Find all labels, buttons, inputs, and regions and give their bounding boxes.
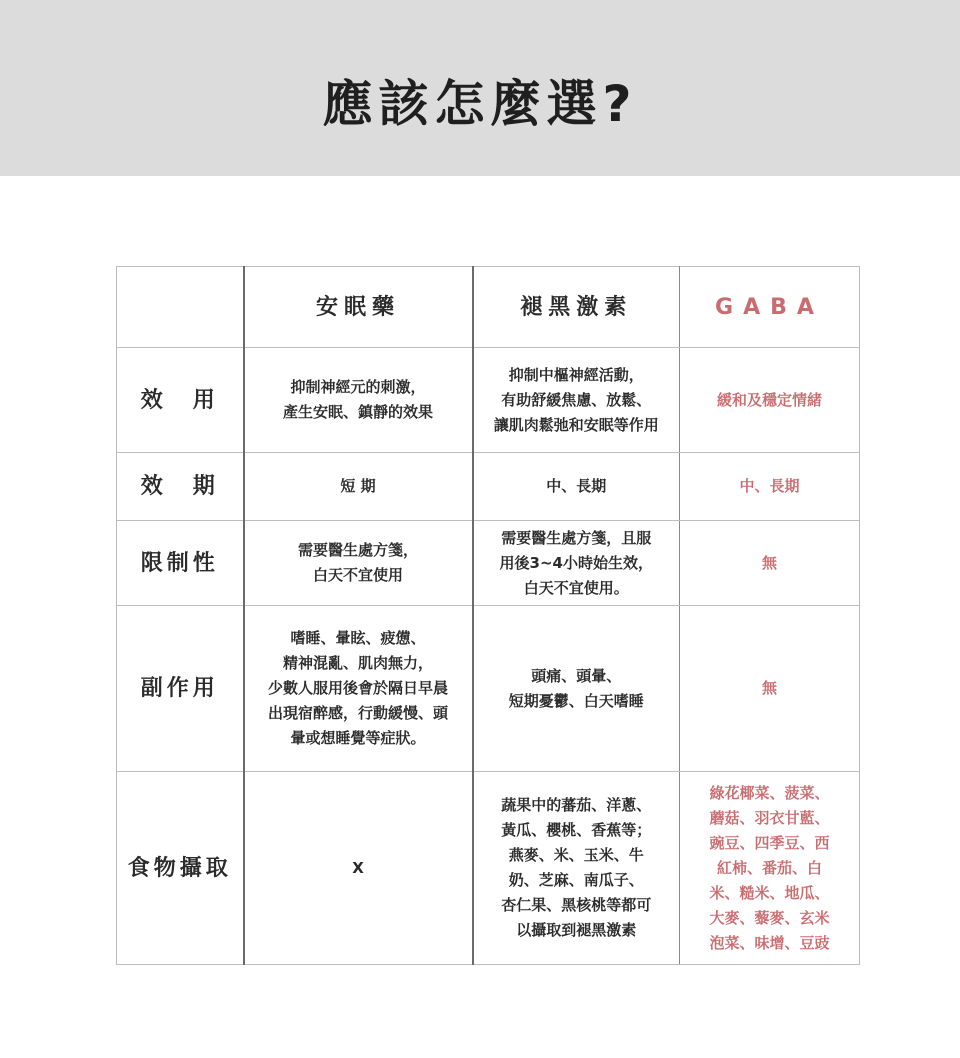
cell-duration-gaba: 中、長期 xyxy=(680,453,860,521)
table-row-food-intake xyxy=(117,772,860,965)
page-title: 應該怎麼選? xyxy=(322,75,638,133)
header-gaba: GABA xyxy=(680,267,860,348)
comparison-table xyxy=(116,266,860,965)
cell-side-effects-melatonin: 頭痛、頭暈、 短期憂鬱、白天嗜睡 xyxy=(473,606,680,772)
comparison-table-wrapper xyxy=(116,266,860,965)
table-row-duration xyxy=(117,453,860,521)
row-label-duration: 效 期 xyxy=(117,453,244,521)
cell-food-intake-melatonin: 蔬果中的蕃茄、洋蔥、 黃瓜、櫻桃、香蕉等； 燕麥、米、玉米、牛 奶、芝麻、南瓜子、 杏仁果、黑核桃等都可 以攝取到褪黑激素 xyxy=(473,772,680,965)
row-label-food-intake: 食物攝取 xyxy=(117,772,244,965)
cell-food-intake-gaba: 綠花椰菜、菠菜、 蘑菇、羽衣甘藍、 豌豆、四季豆、西 紅柿、番茄、白 米、糙米、地瓜、 大麥、藜麥、玄米 泡菜、味增、豆豉 xyxy=(680,772,860,965)
table-row-side-effects xyxy=(117,606,860,772)
cell-duration-sleeping-pill: 短 期 xyxy=(244,453,473,521)
title-banner xyxy=(0,0,960,176)
header-sleeping-pill: 安眠藥 xyxy=(244,267,473,348)
table-row-restriction xyxy=(117,521,860,606)
cell-side-effects-sleeping-pill: 嗜睡、暈眩、疲憊、 精神混亂、肌肉無力， 少數人服用後會於隔日早晨 出現宿醉感，行動緩慢、頭 暈或想睡覺等症狀。 xyxy=(244,606,473,772)
row-label-restriction: 限制性 xyxy=(117,521,244,606)
header-melatonin: 褪黑激素 xyxy=(473,267,680,348)
row-label-side-effects: 副作用 xyxy=(117,606,244,772)
cell-duration-melatonin: 中、長期 xyxy=(473,453,680,521)
cell-restriction-melatonin: 需要醫生處方箋，且服 用後3~4小時始生效， 白天不宜使用。 xyxy=(473,521,680,606)
table-header-row xyxy=(117,267,860,348)
cell-effect-melatonin: 抑制中樞神經活動， 有助舒緩焦慮、放鬆、 讓肌肉鬆弛和安眠等作用 xyxy=(473,348,680,453)
cell-effect-sleeping-pill: 抑制神經元的刺激， 產生安眠、鎮靜的效果 xyxy=(244,348,473,453)
cell-side-effects-gaba: 無 xyxy=(680,606,860,772)
cell-restriction-sleeping-pill: 需要醫生處方箋， 白天不宜使用 xyxy=(244,521,473,606)
cell-effect-gaba: 緩和及穩定情緒 xyxy=(680,348,860,453)
cell-restriction-gaba: 無 xyxy=(680,521,860,606)
header-empty-cell xyxy=(117,267,244,348)
row-label-effect: 效 用 xyxy=(117,348,244,453)
table-row-effect xyxy=(117,348,860,453)
cell-food-intake-sleeping-pill: X xyxy=(244,772,473,965)
